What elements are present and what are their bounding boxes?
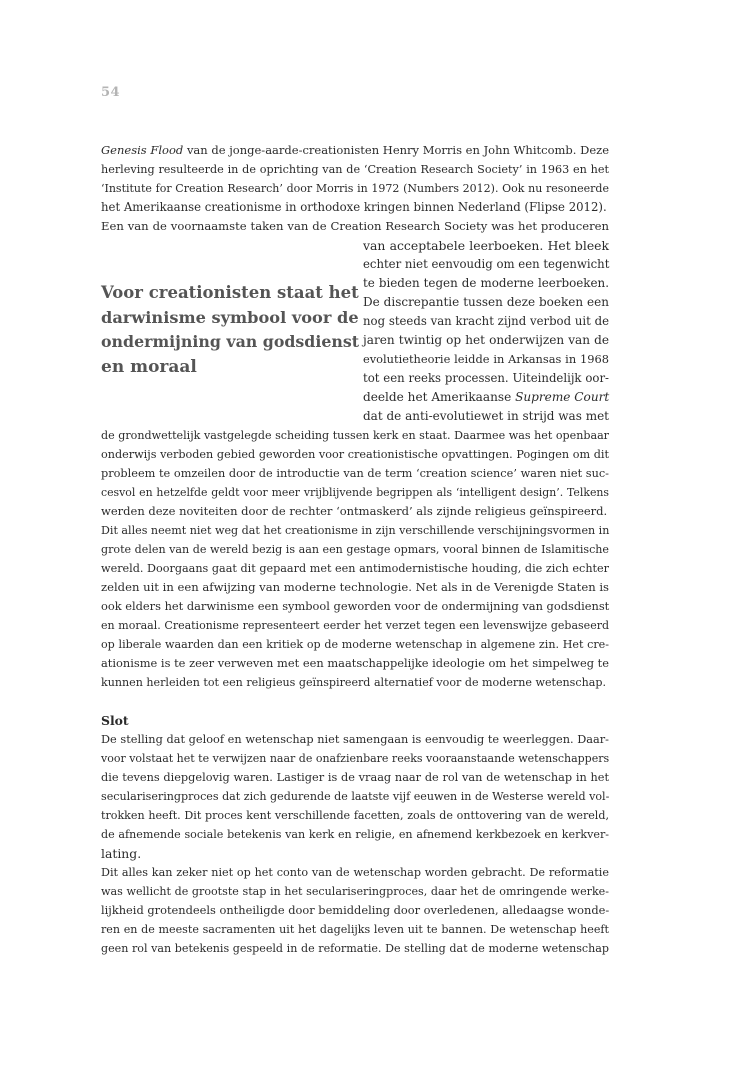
text-line: nog steeds van kracht zijnd verbod uit de — [363, 314, 609, 328]
text-line: ook elders het darwinisme een symbool geworden voor de ondermijning van godsdienst — [101, 599, 610, 613]
book-title: Genesis Flood — [101, 143, 184, 157]
text-line: wereld. Doorgaans gaat dit gepaard met een antimodernistische houding, die zich echter — [101, 562, 609, 575]
section-heading: Slot — [101, 713, 129, 728]
text-line: de afnemende sociale betekenis van kerk en religie, en afnemend kerkbezoek en kerkver- — [101, 828, 609, 841]
text-line: kunnen herleiden tot een religieus geïnspireerd alternatief voor de moderne wetenschap. — [101, 676, 606, 689]
text-span: deelde het Amerikaanse — [363, 390, 516, 404]
text-line: jaren twintig op het onderwijzen van de — [363, 333, 609, 347]
text-line: seculariseringproces dat zich gedurende de laatste vijf eeuwen in de Westerse wereld vol- — [101, 790, 610, 803]
text-line: de grondwettelijk vastgelegde scheiding tussen kerk en staat. Daarmee was het openbaar — [101, 429, 609, 442]
text-line: geen rol van betekenis gespeeld in de reformatie. De stelling dat de moderne wetenschap — [101, 942, 609, 955]
text-line: lating. — [101, 846, 142, 861]
text-line: te bieden tegen de moderne leerboeken. — [363, 276, 609, 290]
text-line: van acceptabele leerboeken. Het bleek — [363, 238, 609, 253]
text-line: echter niet eenvoudig om een tegenwicht — [363, 257, 610, 271]
pull-quote-line: en moraal — [101, 356, 197, 377]
text-line: De stelling dat geloof en wetenschap niet samengaan is eenvoudig te weerleggen. Daar- — [101, 733, 609, 746]
text-line: ationisme is te zeer verweven met een maatschappelijke ideologie om het simpelweg te — [101, 656, 609, 670]
court-name: Supreme Court — [515, 390, 610, 404]
pull-quote-line: ondermijning van godsdienst — [101, 332, 360, 351]
text-line: het Amerikaanse creationisme in orthodoxe kringen binnen Nederland (Flipse 2012). — [101, 200, 607, 214]
text-line: tot een reeks processen. Uiteindelijk oor- — [363, 371, 609, 385]
pull-quote-line: Voor creationisten staat het — [101, 283, 359, 302]
text-line: dat de anti-evolutiewet in strijd was met — [363, 409, 609, 423]
text-line — [101, 141, 609, 160]
text-line: ‘Institute for Creation Research’ door Morris in 1972 (Numbers 2012). Ook nu resoneerde — [101, 182, 609, 195]
text-span: van de jonge-aarde-creationisten Henry Morris en John Whitcomb. Deze — [183, 143, 609, 157]
text-line: ren en de meeste sacramenten uit het dagelijks leven uit te bannen. De wetenschap heeft — [101, 923, 609, 936]
text-line: herleving resulteerde in de oprichting van de ‘Creation Research Society’ in 1963 en het — [101, 163, 609, 176]
text-line: Een van de voornaamste taken van de Creation Research Society was het produceren — [101, 219, 609, 233]
text-line: voor volstaat het te verwijzen naar de onafzienbare reeks vooraanstaande wetenschappers — [101, 752, 610, 765]
pull-quote — [101, 281, 359, 379]
text-line: was wellicht de grootste stap in het seculariseringproces, daar het de omringende werke- — [101, 885, 609, 898]
text-line: Dit alles kan zeker niet op het conto van de wetenschap worden gebracht. De reformatie — [101, 866, 609, 879]
text-line: lijkheid grotendeels ontheiligde door bemiddeling door overledenen, alledaagse wonde- — [101, 903, 610, 917]
text-line: en moraal. Creationisme representeert eerder het verzet tegen een levenswijze gebaseerd — [101, 619, 609, 632]
pull-quote-line: darwinisme symbool voor de — [101, 307, 359, 327]
text-line: De discrepantie tussen deze boeken een — [363, 295, 609, 309]
text-line: cesvol en hetzelfde geldt voor meer vrijblijvende begrippen als ‘intelligent design’. Telkens — [101, 486, 609, 499]
text-line: zelden uit in een afwijzing van moderne technologie. Net als in de Verenigde Staten is — [101, 580, 610, 594]
text-line — [363, 388, 609, 407]
text-line: werden deze noviteiten door de rechter ‘ontmaskerd’ als zijnde religieus geïnspireerd. — [101, 504, 608, 518]
text-line: die tevens diepgelovig waren. Lastiger is de vraag naar de rol van de wetenschap in het — [101, 771, 609, 784]
text-line: trokken heeft. Dit proces kent verschillende facetten, zoals de onttovering van de wereld, — [101, 809, 609, 822]
text-line: evolutietheorie leidde in Arkansas in 1968 — [363, 352, 609, 366]
text-line: probleem te omzeilen door de introductie van de term ‘creation science’ waren niet suc- — [101, 467, 609, 480]
text-line: Dit alles neemt niet weg dat het creationisme in zijn verschillende verschijningsvormen in — [101, 524, 610, 537]
text-line: grote delen van de wereld bezig is aan een gestage opmars, vooral binnen de Islamitische — [101, 543, 609, 556]
page-number: 54 — [101, 85, 121, 100]
text-line: onderwijs verboden gebied geworden voor creationistische opvattingen. Pogingen om dit — [101, 448, 609, 461]
text-line: op liberale waarden dan een kritiek op de moderne wetenschap in algemene zin. Het cre- — [101, 638, 609, 651]
